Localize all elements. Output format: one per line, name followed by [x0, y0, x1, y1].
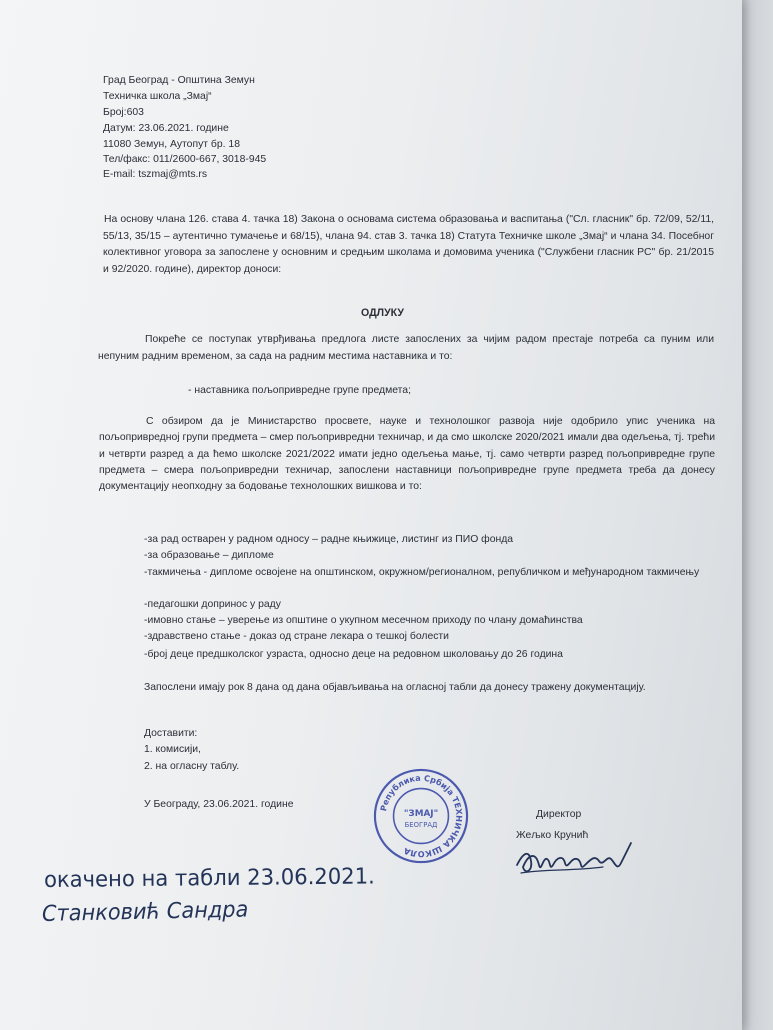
criteria-item: -здравствено стање - доказ од стране лекара о тешкој болести	[144, 631, 449, 642]
delivery-item: 1. комисији,	[144, 744, 201, 755]
school-stamp	[372, 767, 470, 865]
header-municipality: Град Београд - Општина Земун	[103, 75, 255, 86]
decision-paragraph-2: С обзиром да је Министарство просвете, науке и технолошког развоја није одобрило упис ученика на пољопривредној групи предмета – смер пољопривредни техничар, и да смо школске 2020/2021 имали два одељења, тј. трећи и четврти разред а да ћемо школске 2021/2022 имати једно одељења мање, тј. само четврти разред пољопривредне групе предмета – смера пољопривредни техничар, запослени наставници пољопривредне групе предмета треба да донесу документацију неопходну за бодовање технолошких вишкова и то:	[99, 416, 715, 493]
place-and-date: У Београду, 23.06.2021. године	[144, 799, 294, 810]
stamp-center-text: "ЗМАЈ"	[403, 809, 439, 819]
delivery-item: 2. на огласну таблу.	[144, 761, 240, 772]
decision-paragraph-1: Покреће се поступак утврђивања предлога листе запослених за чијим радом престаје потреба са пуним или непуним радним временом, за сада на радним местима наставника и то:	[98, 334, 714, 362]
desk-background	[742, 0, 773, 1030]
handwritten-signatory-name: Станковић Сандра	[41, 897, 249, 927]
header-school: Техничка школа „Змај“	[103, 91, 212, 102]
criteria-item: -број деце предшколског узраста, односно деце на редовном школовању до 26 година	[144, 649, 563, 660]
header-number: Број:603	[103, 107, 144, 118]
director-title: Директор	[536, 809, 582, 820]
header-address: 11080 Земун, Аутопут бр. 18	[103, 139, 240, 150]
director-signature	[513, 835, 635, 887]
decision-title: ОДЛУКУ	[361, 307, 404, 319]
director-name: Жељко Крунић	[516, 830, 589, 841]
position-item: - наставника пољопривредне групе предмета;	[188, 385, 411, 396]
criteria-item: -такмичења - дипломе освојене на општинском, окружном/регионалном, републичком и међународном такмичењу	[144, 567, 700, 578]
criteria-item: -за образовање – дипломе	[144, 550, 274, 561]
header-email: E-mail: tszmaj@mts.rs	[103, 169, 208, 180]
header-date: Датум: 23.06.2021. године	[103, 123, 229, 134]
stamp-city: БЕОГРАД	[404, 820, 438, 829]
decision-paragraph-3: Запослени имају рок 8 дана од дана објављивања на огласној табли да донесу тражену документацију.	[144, 682, 646, 693]
delivery-heading: Доставити:	[144, 728, 198, 739]
criteria-item: -педагошки допринос у раду	[144, 599, 281, 610]
handwritten-posted-note: окачено на табли 23.06.2021.	[43, 864, 375, 893]
preamble-paragraph: На основу члана 126. става 4. тачка 18) Закона о основама система образовања и васпитања ("Сл. гласник" бр. 72/09, 52/11, 55/13, 35/15 – аутентично тумачење и 68/15), члана 94. став 3. тачка 18) Статута Техничке школе „Змај“ и члана 34. Посебног колективног уговора за запослене у основним и средњим школама и домовима ученика ("Службени гласник РС" бр. 21/2015 и 92/2020. године), директор доноси:	[103, 214, 714, 275]
header-phone: Тел/факс: 011/2600-667, 3018-945	[103, 154, 267, 165]
criteria-item: -за рад остварен у радном односу – радне књижице, листинг из ПИО фонда	[144, 534, 514, 545]
stamp-ring-text: Република Србија ТЕХНИЧКА ШКОЛА	[378, 772, 465, 860]
criteria-item: -имовно стање – уверење из општине о укупном месечном приходу по члану домаћинства	[144, 615, 583, 626]
